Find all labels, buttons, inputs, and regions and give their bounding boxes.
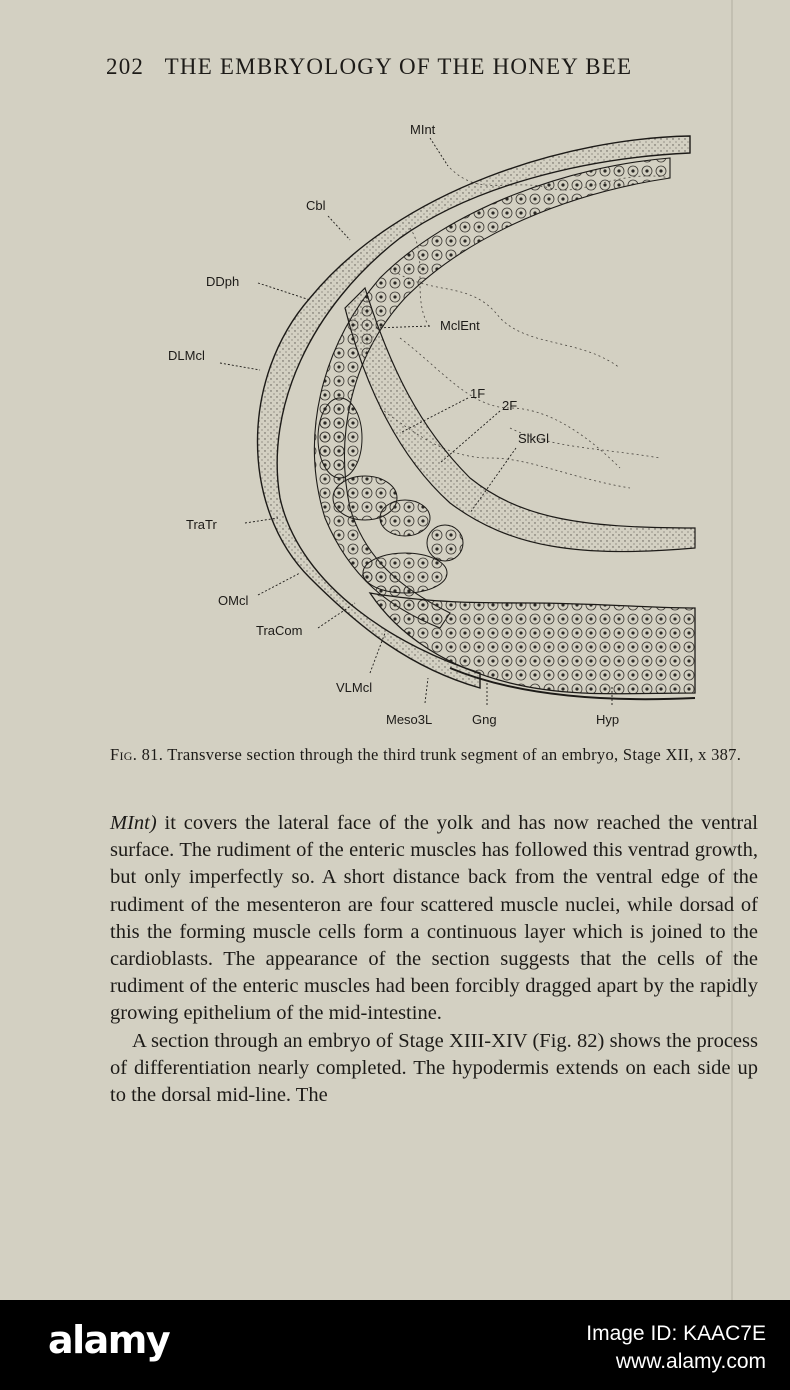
label-hyp: Hyp: [596, 712, 620, 727]
label-dlmcl: DLMcl: [168, 348, 205, 363]
label-meso3l: Meso3L: [386, 712, 433, 727]
label-tracom: TraCom: [256, 623, 303, 638]
stock-watermark-bar: [0, 1300, 790, 1390]
label-ddph: DDph: [206, 274, 240, 289]
label-mint: MInt: [410, 122, 436, 137]
label-vlmcl: VLMcl: [336, 680, 373, 695]
embryo-section-drawing: [150, 108, 710, 738]
stock-info: [586, 1320, 766, 1376]
label-mclent: MclEnt: [440, 318, 480, 333]
body-text: [110, 810, 758, 1109]
figure-caption: [110, 744, 758, 765]
running-title: THE EMBRYOLOGY OF THE HONEY BEE: [164, 54, 633, 79]
caption-figure-number: Fig. 81.: [110, 745, 164, 764]
running-head: [106, 54, 706, 80]
stock-logo: alamy: [48, 1318, 170, 1362]
label-tratr: TraTr: [186, 517, 217, 532]
label-cbl: Cbl: [306, 198, 326, 213]
paragraph-1-text: it covers the lateral face of the yolk and has now reached the ventral surface. The rudiment of the enteric muscles has followed this ventrad growth, but only imperfectly so. A short distance back from the ventral edge of the rudiment of the mesenteron are four scattered muscle nuclei, while dorsad of this the forming muscle cells form a continuous layer which is joined to the cardioblasts. The appearance of the section suggests that the cells of the rudiment of the enteric muscles had been forcibly dragged apart by the rapidly growing epithelium of the mid-intestine.: [110, 812, 759, 1025]
label-slkgl: SlkGl: [518, 431, 550, 446]
ventral-plate: [370, 593, 695, 694]
label-1f: 1F: [470, 386, 486, 401]
caption-text: Transverse section through the third trunk segment of an embryo, Stage XII, x 387.: [167, 745, 742, 764]
stock-site: www.alamy.com: [615, 1350, 766, 1373]
page-number: 202: [106, 54, 145, 79]
stock-image-id: Image ID: KAAC7E: [586, 1322, 766, 1345]
label-2f: 2F: [502, 398, 518, 413]
label-omcl: OMcl: [218, 593, 249, 608]
paragraph-1: [110, 810, 758, 1028]
embryo-section-figure: [150, 108, 710, 738]
mesoderm-layer: [314, 158, 670, 628]
label-gng: Gng: [472, 712, 497, 727]
paragraph-1-italic: MInt): [110, 812, 157, 834]
paragraph-2: A section through an embryo of Stage XIII-XIV (Fig. 82) shows the process of differentiation nearly completed. The hypodermis extends on each side up to the dorsal mid-line. The: [110, 1029, 758, 1107]
